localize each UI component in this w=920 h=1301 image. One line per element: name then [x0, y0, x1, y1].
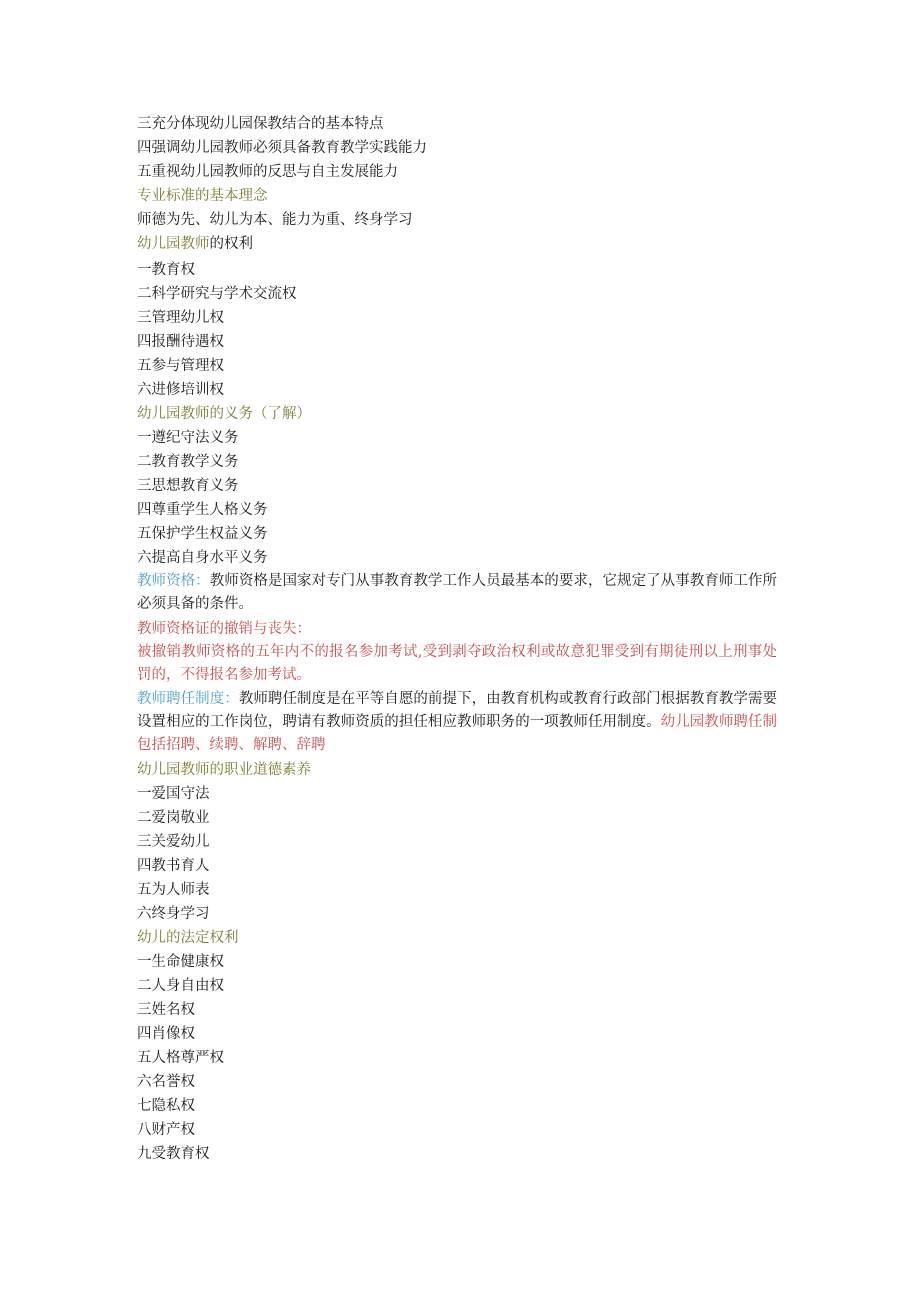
list-item: 三姓名权 — [137, 1002, 195, 1018]
concept-heading: 专业标准的基本理念 — [137, 188, 268, 204]
intro-line: 五重视幼儿园教师的反思与自主发展能力 — [137, 164, 398, 180]
list-item: 五保护学生权益义务 — [137, 526, 268, 542]
list-item: 九受教育权 — [137, 1146, 210, 1162]
list-item: 五人格尊严权 — [137, 1050, 224, 1066]
list-item: 六进修培训权 — [137, 382, 224, 398]
child-rights-heading: 幼儿的法定权利 — [137, 930, 239, 946]
qualification-label: 教师资格： — [137, 573, 210, 589]
list-item: 五为人师表 — [137, 882, 210, 898]
appointment-text: 教师聘任制度是在平等自愿的前提下，由教育机构或教育行政部门根据教育教学需要设置相应的工作岗位，聘请有教师资质的担任相应教师职务的一项教师任用制度。 — [137, 691, 777, 730]
list-item: 三关爱幼儿 — [137, 834, 210, 850]
list-item: 六提高自身水平义务 — [137, 550, 268, 566]
intro-line: 四强调幼儿园教师必须具备教育教学实践能力 — [137, 140, 427, 156]
list-item: 三思想教育义务 — [137, 478, 239, 494]
qualification-text: 教师资格是国家对专门从事教育教学工作人员最基本的要求，它规定了从事教育师工作所必须具备的条件。 — [137, 573, 777, 612]
qualification-paragraph — [137, 570, 777, 616]
revocation-heading: 教师资格证的撤销与丧失： — [137, 621, 311, 637]
rights-heading — [137, 232, 787, 256]
document-page — [137, 112, 787, 1166]
list-item: 四教书育人 — [137, 858, 210, 874]
list-item: 四肖像权 — [137, 1026, 195, 1042]
list-item: 四尊重学生人格义务 — [137, 502, 268, 518]
concept-text: 师德为先、幼儿为本、能力为重、终身学习 — [137, 212, 413, 228]
list-item: 二爱岗敬业 — [137, 810, 210, 826]
list-item: 二教育教学义务 — [137, 454, 239, 470]
revocation-text: 被撤销教师资格的五年内不的报名参加考试,受到剥夺政治权利或故意犯罪受到有期徒刑以上刑事处罚的，不得报名参加考试。 — [137, 644, 777, 683]
list-item: 五参与管理权 — [137, 358, 224, 374]
list-item: 六名誉权 — [137, 1074, 195, 1090]
intro-line: 三充分体现幼儿园保教结合的基本特点 — [137, 116, 384, 132]
list-item: 二科学研究与学术交流权 — [137, 286, 297, 302]
list-item: 一遵纪守法义务 — [137, 430, 239, 446]
list-item: 一教育权 — [137, 262, 195, 278]
appointment-extra: 幼儿园教师聘任制包括招聘、续聘、解聘、辞聘 — [137, 714, 777, 753]
appointment-paragraph — [137, 688, 777, 757]
rights-heading-plain: 的权利 — [209, 236, 253, 252]
list-item: 一爱国守法 — [137, 786, 210, 802]
appointment-label: 教师聘任制度： — [137, 691, 239, 707]
list-item: 一生命健康权 — [137, 954, 224, 970]
list-item: 四报酬待遇权 — [137, 334, 224, 350]
list-item: 七隐私权 — [137, 1098, 195, 1114]
ethics-heading: 幼儿园教师的职业道德素养 — [137, 762, 311, 778]
rights-heading-colored: 幼儿园教师 — [137, 236, 210, 252]
list-item: 六终身学习 — [137, 906, 210, 922]
list-item: 二人身自由权 — [137, 978, 224, 994]
list-item: 八财产权 — [137, 1122, 195, 1138]
duties-heading: 幼儿园教师的义务（了解） — [137, 406, 311, 422]
list-item: 三管理幼儿权 — [137, 310, 224, 326]
